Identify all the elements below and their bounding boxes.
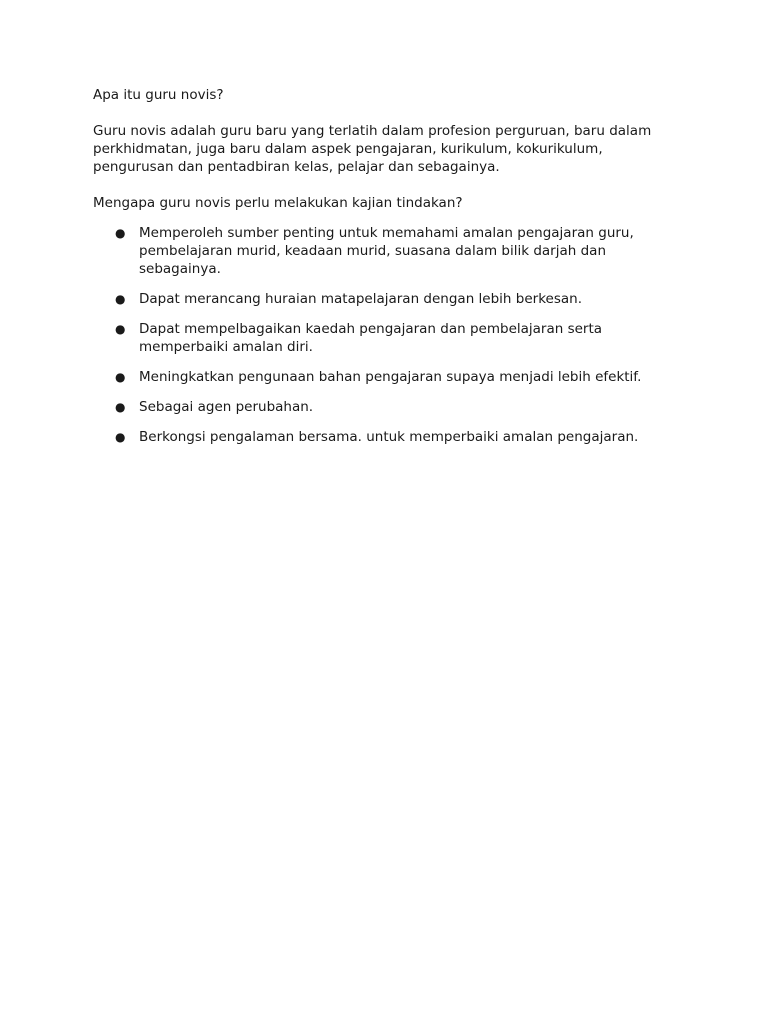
list-item-text: Sebagai agen perubahan. bbox=[139, 399, 314, 415]
list-item-text: Berkongsi pengalaman bersama. untuk memperbaiki amalan pengajaran. bbox=[139, 429, 639, 445]
list-item bbox=[93, 398, 679, 416]
list-item-text: Dapat mempelbagaikan kaedah pengajaran dan pembelajaran serta memperbaiki amalan diri. bbox=[139, 321, 603, 355]
document-page bbox=[93, 86, 693, 458]
bullet-icon: ● bbox=[115, 292, 126, 306]
list-item-text: Dapat merancang huraian matapelajaran dengan lebih berkesan. bbox=[139, 291, 582, 307]
bullet-icon: ● bbox=[115, 370, 126, 384]
bullet-icon: ● bbox=[115, 430, 126, 444]
bullet-icon: ● bbox=[115, 226, 126, 240]
question-heading-1: Apa itu guru novis? bbox=[93, 87, 224, 103]
bullet-icon: ● bbox=[115, 322, 126, 336]
list-item bbox=[93, 224, 679, 278]
list-item bbox=[93, 290, 679, 308]
reasons-list bbox=[93, 224, 693, 446]
list-item bbox=[93, 428, 679, 446]
list-item-text: Memperoleh sumber penting untuk memahami amalan pengajaran guru, pembelajaran murid, keadaan murid, suasana dalam bilik darjah dan sebagainya. bbox=[139, 225, 634, 277]
list-item bbox=[93, 320, 679, 356]
definition-paragraph: Guru novis adalah guru baru yang terlatih dalam profesion perguruan, baru dalam perkhidmatan, juga baru dalam aspek pengajaran, kurikulum, kokurikulum, pengurusan dan pentadbiran kelas, pelajar dan sebagainya. bbox=[93, 123, 652, 175]
bullet-icon: ● bbox=[115, 400, 126, 414]
question-heading-2: Mengapa guru novis perlu melakukan kajian tindakan? bbox=[93, 195, 463, 211]
list-item-text: Meningkatkan pengunaan bahan pengajaran supaya menjadi lebih efektif. bbox=[139, 369, 642, 385]
list-item bbox=[93, 368, 679, 386]
